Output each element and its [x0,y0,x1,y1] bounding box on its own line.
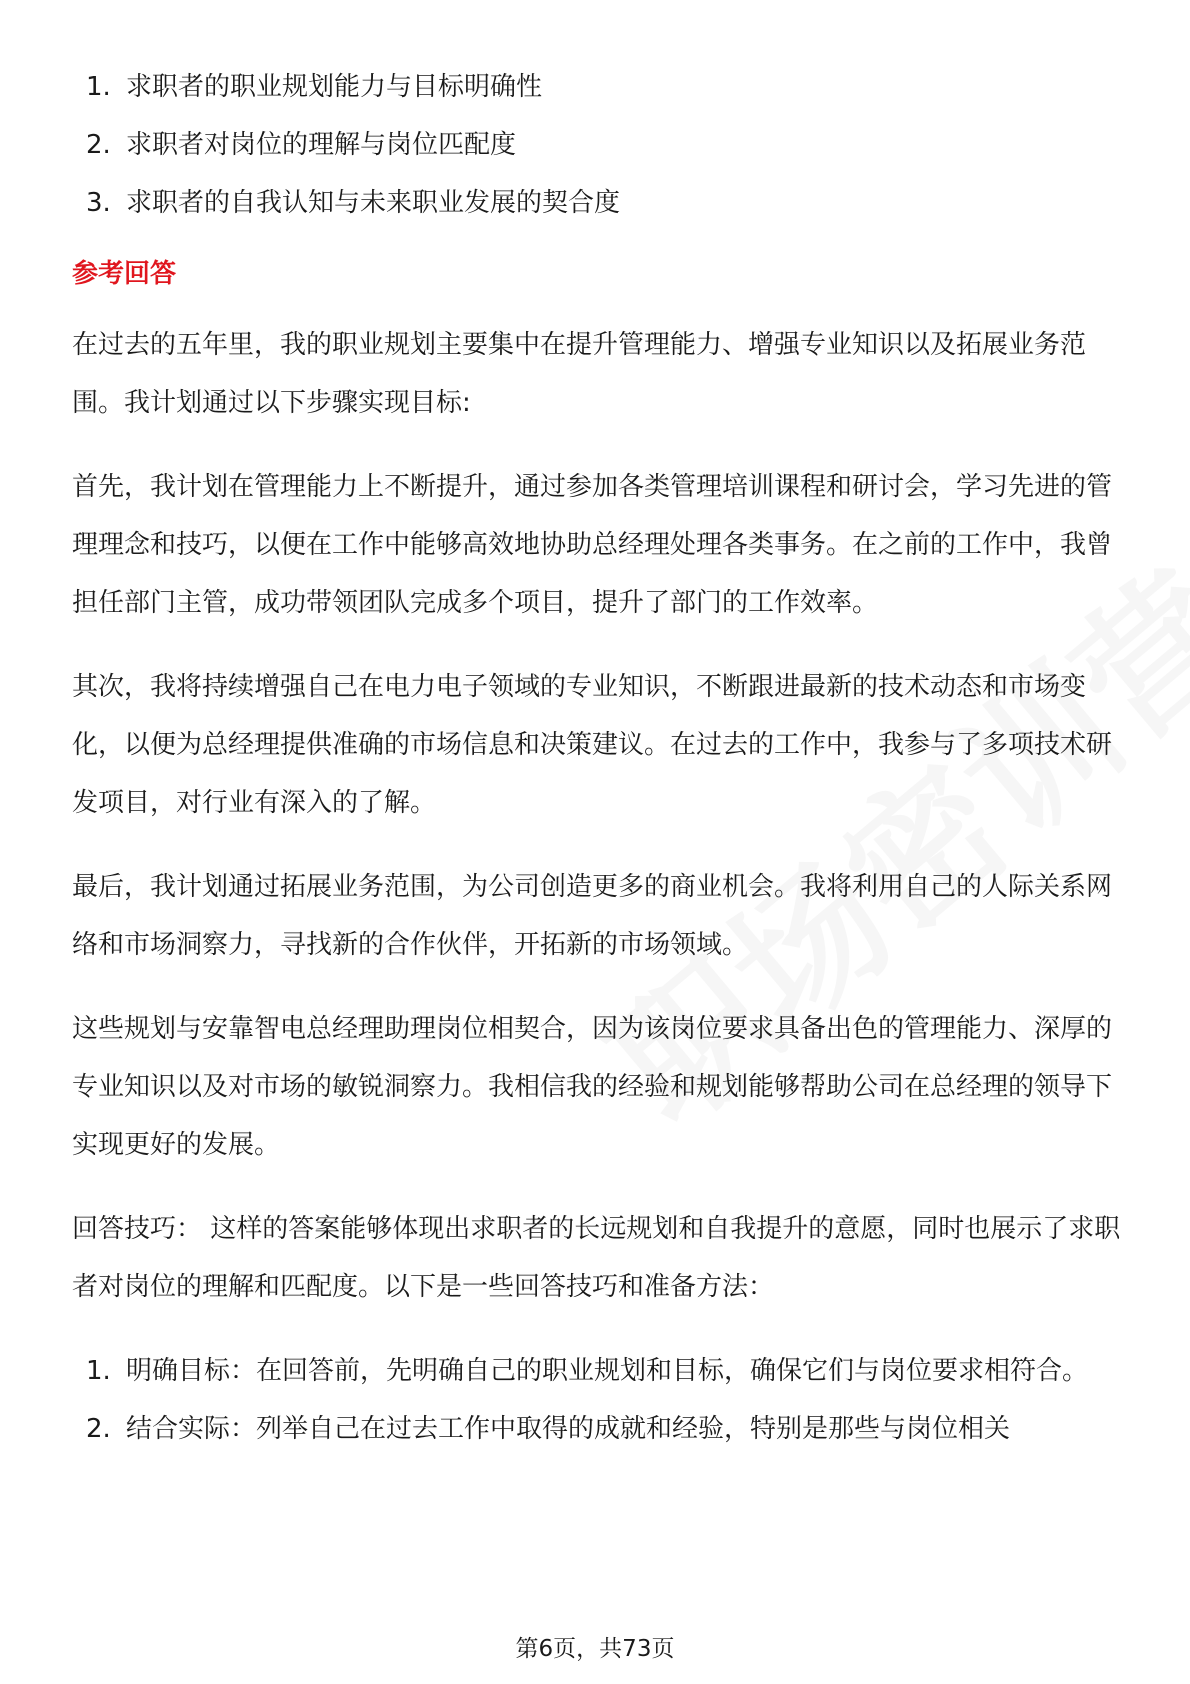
list-item-number: 3. [86,188,111,218]
list-item-text: 求职者的自我认知与未来职业发展的契合度 [126,188,621,218]
page-number-footer: 第6页，共73页 [515,1636,675,1662]
paragraph: 在过去的五年里，我的职业规划主要集中在提升管理能力、增强专业知识以及拓展业务范围。我计划通过以下步骤实现目标: [72,330,1087,418]
list-item [72,1342,1122,1400]
list-item [72,58,1122,116]
list-item-text: 明确目标：在回答前，先明确自己的职业规划和目标，确保它们与岗位要求相符合。 [126,1356,1089,1386]
list-item-text: 求职者对岗位的理解与岗位匹配度 [126,130,517,160]
list-item-number: 1. [86,1356,111,1386]
list-item [72,174,1122,232]
paragraph: 这些规划与安靠智电总经理助理岗位相契合，因为该岗位要求具备出色的管理能力、深厚的专业知识以及对市场的敏锐洞察力。我相信我的经验和规划能够帮助公司在总经理的领导下实现更好的发展。 [72,1014,1113,1160]
list-item [72,116,1122,174]
list-item-number: 2. [86,130,111,160]
list-item-number: 1. [86,72,111,102]
paragraph: 其次，我将持续增强自己在电力电子领域的专业知识，不断跟进最新的技术动态和市场变化，以便为总经理提供准确的市场信息和决策建议。在过去的工作中，我参与了多项技术研发项目，对行业有深入的了解。 [72,672,1113,818]
section-title: 参考回答 [72,259,177,289]
evaluation-points-list [72,58,1122,232]
tips-list [72,1342,1122,1458]
list-item-number: 2. [86,1414,111,1444]
paragraph: 首先，我计划在管理能力上不断提升，通过参加各类管理培训课程和研讨会，学习先进的管理理念和技巧，以便在工作中能够高效地协助总经理处理各类事务。在之前的工作中，我曾担任部门主管，成功带领团队完成多个项目，提升了部门的工作效率。 [72,472,1113,618]
list-item [72,1400,1122,1458]
paragraph: 最后，我计划通过拓展业务范围，为公司创造更多的商业机会。我将利用自己的人际关系网络和市场洞察力，寻找新的合作伙伴，开拓新的市场领域。 [72,872,1113,960]
list-item-text: 求职者的职业规划能力与目标明确性 [126,72,543,102]
page-content [72,58,1122,1458]
paragraph: 回答技巧： 这样的答案能够体现出求职者的长远规划和自我提升的意愿，同时也展示了求职者对岗位的理解和匹配度。以下是一些回答技巧和准备方法： [72,1214,1121,1302]
list-item-text: 结合实际：列举自己在过去工作中取得的成就和经验，特别是那些与岗位相关 [126,1414,1011,1444]
